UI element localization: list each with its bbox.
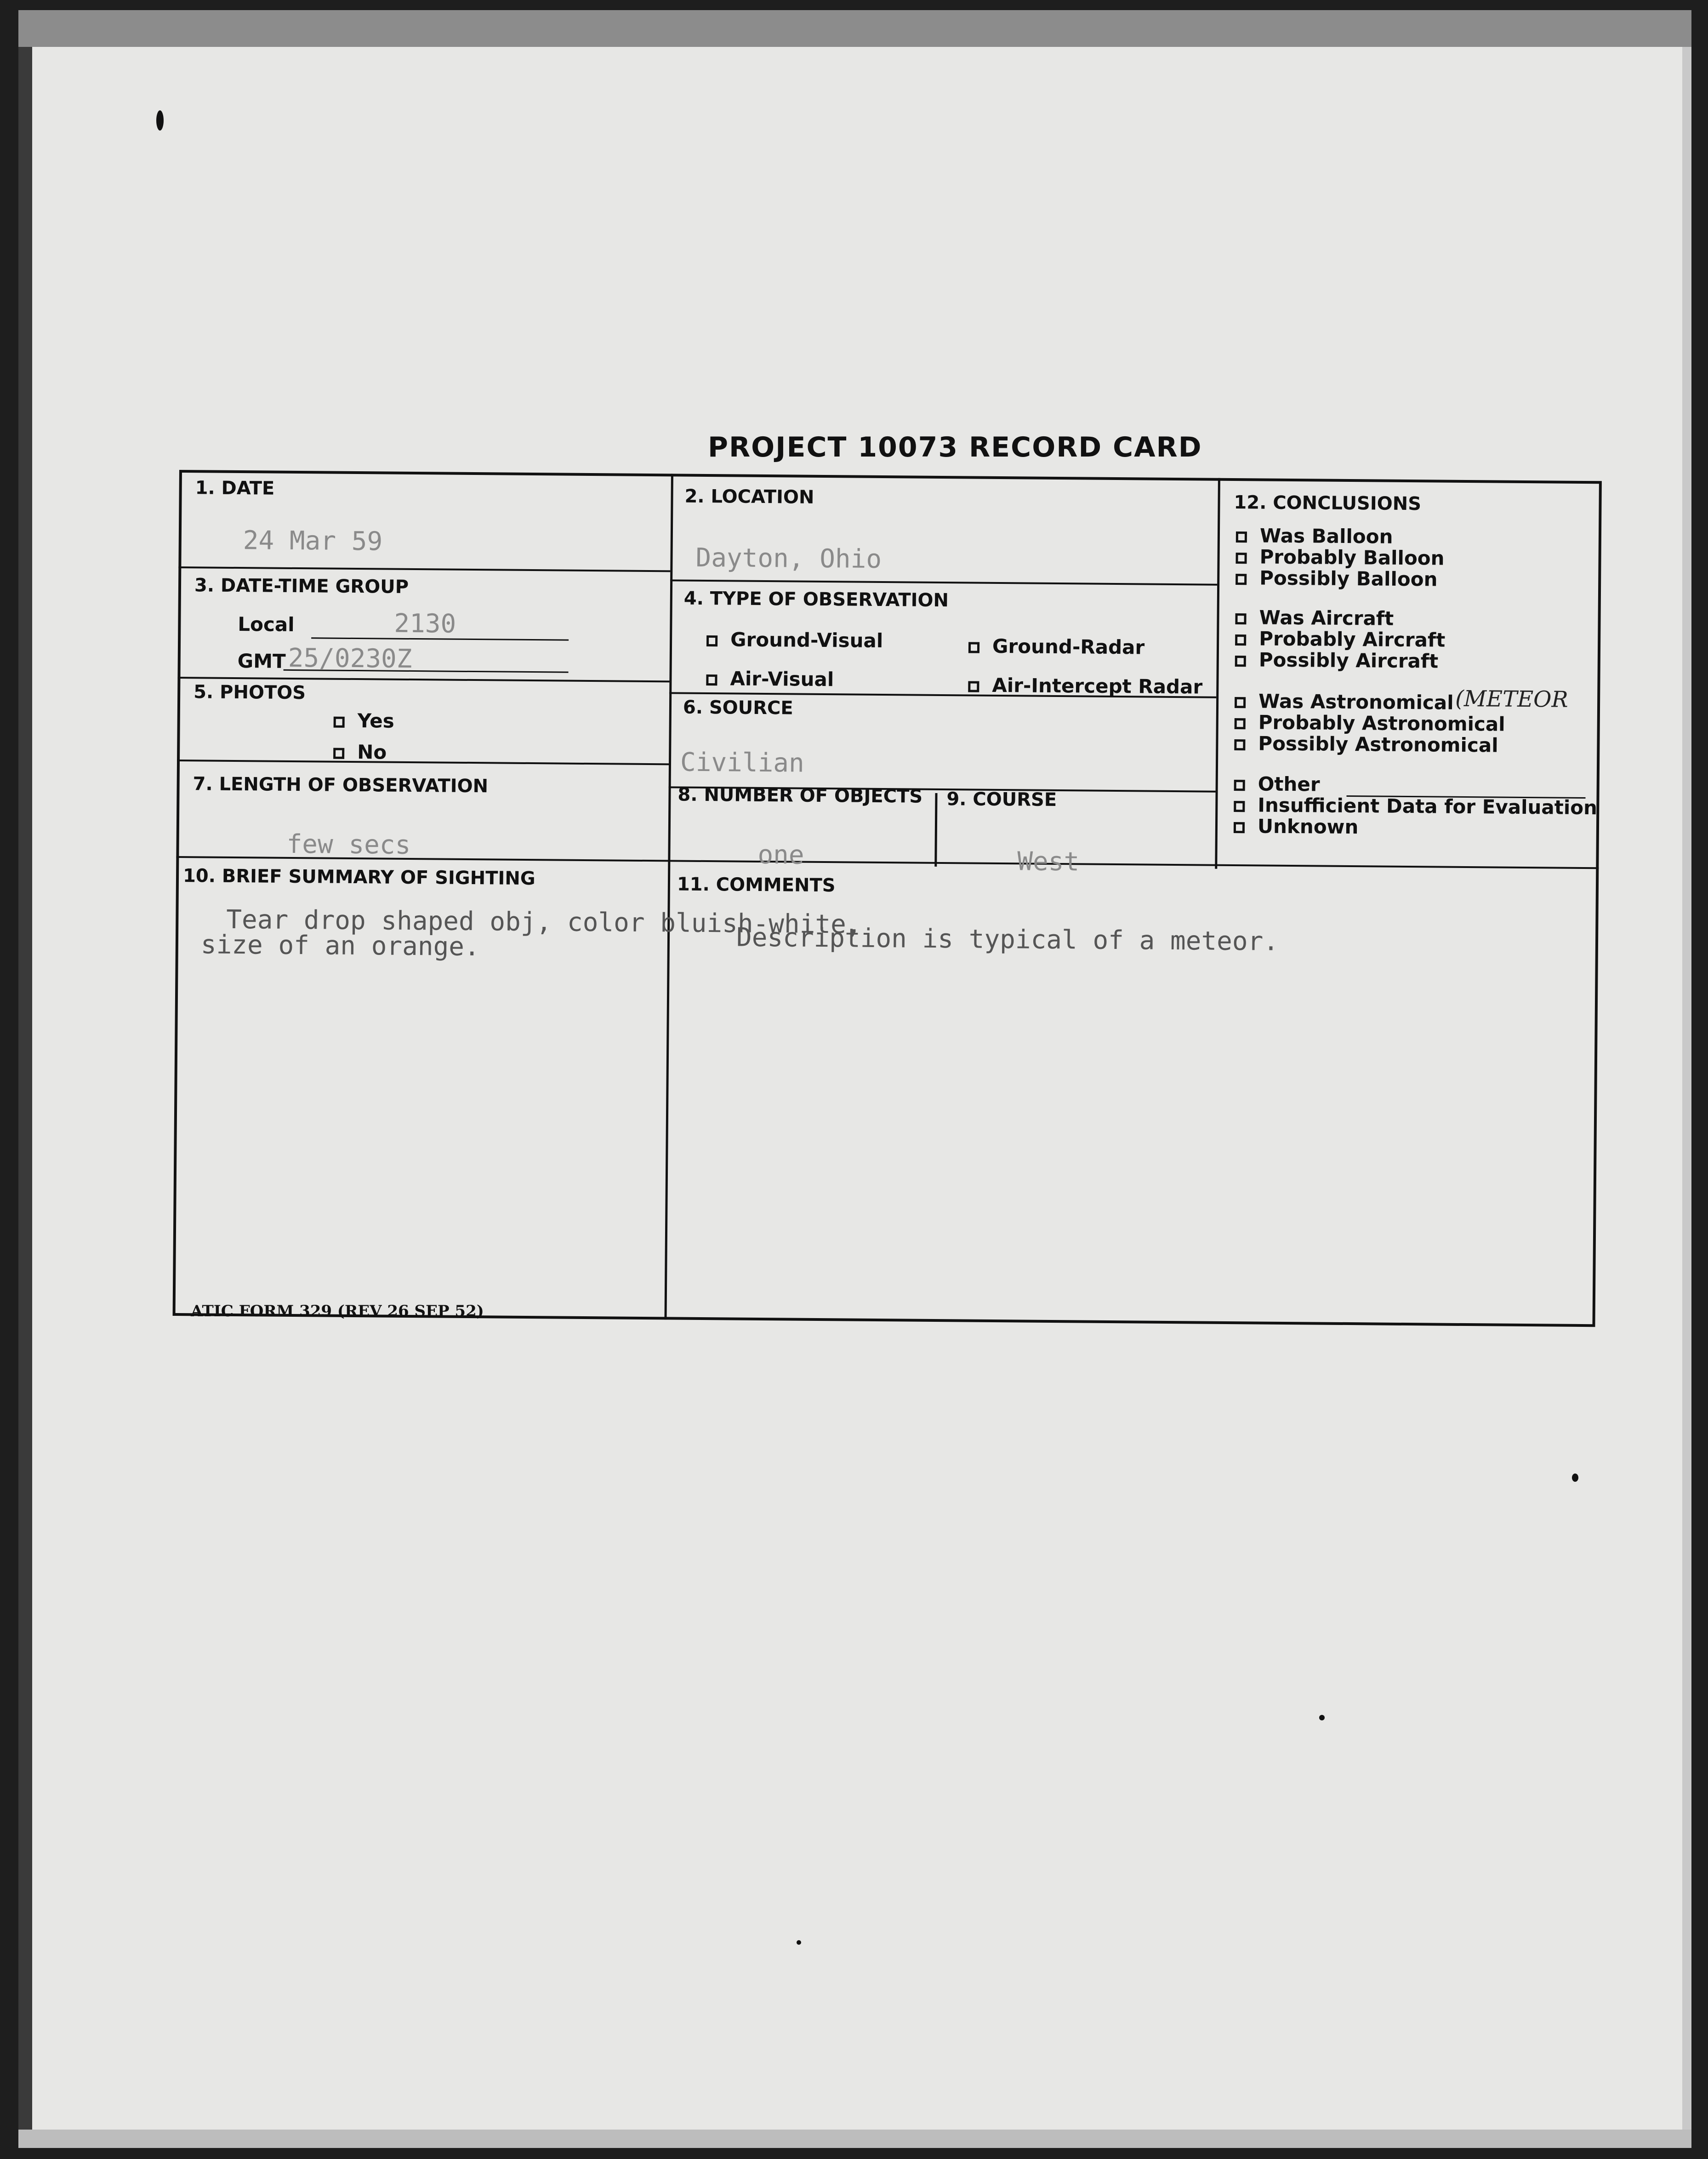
option-probably-aircraft[interactable]: Probably Aircraft	[1235, 627, 1446, 651]
option-possibly-balloon[interactable]: Possibly Balloon	[1235, 566, 1438, 590]
length-header: 7. LENGTH OF OBSERVATION	[193, 773, 489, 797]
summary-header: 10. BRIEF SUMMARY OF SIGHTING	[182, 865, 535, 890]
date-value: 24 Mar 59	[243, 525, 383, 557]
option-insufficient-data[interactable]: Insufficient Data for Evaluation	[1234, 794, 1597, 819]
scan-bottom-edge	[18, 2130, 1691, 2148]
checkbox-icon	[1236, 531, 1247, 543]
gmt-label: GMT	[237, 650, 286, 673]
dust-speck	[797, 1940, 801, 1945]
dust-speck	[1572, 1474, 1578, 1482]
length-value: few secs	[286, 829, 411, 860]
summary-line-2: size of an orange.	[200, 930, 480, 962]
checkbox-icon	[1234, 780, 1245, 791]
option-probably-balloon[interactable]: Probably Balloon	[1235, 545, 1444, 570]
checkbox-icon	[1234, 822, 1245, 833]
local-value: 2130	[394, 608, 456, 639]
option-unknown[interactable]: Unknown	[1234, 815, 1359, 838]
form-footer: ATIC FORM 329 (REV 26 SEP 52)	[191, 1302, 484, 1320]
checkbox-icon	[1235, 718, 1246, 729]
checkbox-icon	[706, 635, 717, 646]
checkbox-icon	[1235, 613, 1246, 624]
option-other[interactable]: Other	[1234, 772, 1320, 795]
option-photos-no[interactable]: No	[333, 741, 387, 764]
conclusions-header: 12. CONCLUSIONS	[1234, 492, 1422, 515]
location-header: 2. LOCATION	[684, 485, 814, 508]
gmt-value: 25/0230Z	[288, 643, 412, 674]
dust-speck	[156, 110, 164, 131]
checkbox-icon	[1234, 739, 1245, 750]
objects-header: 8. NUMBER OF OBJECTS	[678, 784, 923, 807]
location-value: Dayton, Ohio	[695, 543, 882, 575]
photos-header: 5. PHOTOS	[194, 681, 306, 704]
option-probably-astronomical[interactable]: Probably Astronomical	[1235, 711, 1505, 736]
checkbox-icon	[1235, 574, 1247, 585]
checkbox-icon	[1235, 656, 1246, 667]
option-ground-radar[interactable]: Ground-Radar	[968, 634, 1145, 658]
dust-speck	[1319, 1715, 1325, 1720]
option-possibly-astronomical[interactable]: Possibly Astronomical	[1234, 732, 1498, 757]
option-air-visual[interactable]: Air-Visual	[706, 667, 834, 691]
scan-right-edge	[1682, 47, 1691, 2148]
summary-line-1: Tear drop shaped obj, color bluish-white,	[226, 904, 862, 940]
option-possibly-aircraft[interactable]: Possibly Aircraft	[1235, 648, 1439, 672]
course-value: West	[1017, 846, 1080, 877]
checkbox-icon	[968, 681, 979, 692]
option-air-intercept-radar[interactable]: Air-Intercept Radar	[968, 674, 1202, 698]
checkbox-icon	[1235, 553, 1247, 564]
option-was-aircraft[interactable]: Was Aircraft	[1235, 606, 1394, 630]
comments-value: Description is typical of a meteor.	[736, 922, 1279, 957]
scan-top-edge	[18, 10, 1691, 47]
handwritten-meteor-note: (METEOR	[1455, 685, 1568, 713]
checkbox-icon	[1235, 634, 1246, 645]
checkbox-icon	[968, 642, 979, 653]
form-title: PROJECT 10073 RECORD CARD	[708, 431, 1202, 463]
comments-header: 11. COMMENTS	[677, 874, 836, 897]
dtg-header: 3. DATE-TIME GROUP	[194, 575, 409, 598]
checkbox-icon	[1235, 697, 1246, 708]
option-was-astronomical[interactable]: Was Astronomical	[1235, 690, 1454, 714]
observation-type-header: 4. TYPE OF OBSERVATION	[683, 588, 949, 611]
option-photos-yes[interactable]: Yes	[334, 709, 394, 732]
course-header: 9. COURSE	[946, 788, 1057, 811]
local-label: Local	[238, 613, 295, 636]
date-header: 1. DATE	[195, 477, 275, 499]
source-value: Civilian	[680, 747, 805, 778]
record-card	[173, 470, 1602, 1327]
scan-left-edge	[18, 47, 32, 2148]
option-ground-visual[interactable]: Ground-Visual	[706, 628, 883, 652]
checkbox-icon	[1234, 801, 1245, 812]
source-header: 6. SOURCE	[683, 697, 793, 719]
checkbox-icon	[333, 748, 344, 759]
checkbox-icon	[706, 674, 717, 685]
objects-value: one	[757, 840, 804, 870]
checkbox-icon	[334, 716, 345, 727]
option-was-balloon[interactable]: Was Balloon	[1236, 524, 1393, 548]
